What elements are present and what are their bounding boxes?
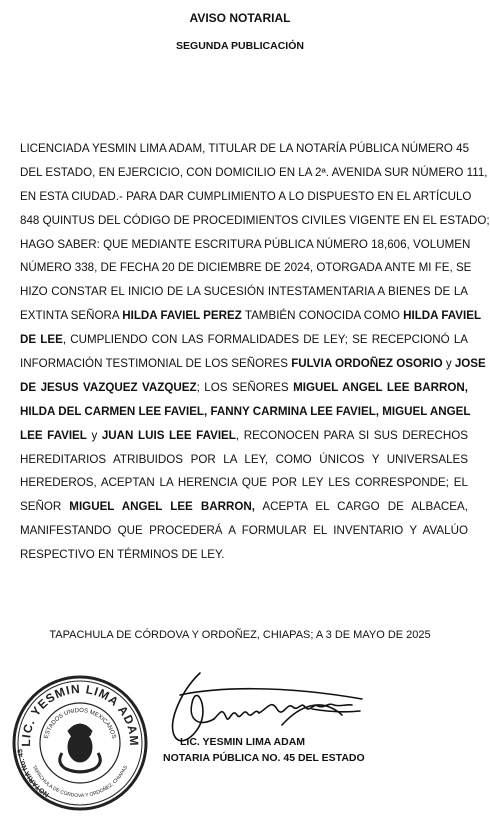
body-text: EXTINTA SEÑORA	[20, 309, 123, 323]
notice-body	[20, 137, 490, 567]
body-line	[20, 185, 472, 209]
body-text: ACEPTA EL CARGO DE ALBACEA,	[254, 500, 468, 514]
body-text: MANIFESTANDO QUE PROCEDERÁ A FORMULAR EL INVENTARIO Y AVALÚO	[20, 524, 468, 538]
body-line	[20, 256, 472, 280]
seal-inner-text: ESTADOS UNIDOS MEXICANOS	[43, 707, 117, 740]
body-text: y	[442, 357, 455, 371]
body-line	[20, 233, 471, 257]
bold-name-text: JOSE	[454, 357, 486, 371]
body-text: 848 QUINTUS DEL CÓDIGO DE PROCEDIMIENTOS CIVILES VIGENTE EN EL ESTADO;	[20, 213, 490, 227]
body-line	[20, 400, 471, 424]
body-line	[20, 328, 468, 352]
body-line	[20, 519, 468, 543]
body-line	[20, 280, 468, 304]
bold-name-text: MIGUEL ANGEL LEE BARRON,	[69, 500, 255, 514]
body-text: DEL ESTADO, EN EJERCICIO, CON DOMICILIO EN LA 2ª. AVENIDA SUR NÚMERO 111,	[20, 165, 488, 179]
body-line	[20, 424, 468, 448]
body-text: , CUMPLIENDO CON LAS FORMALIDADES DE LEY; SE RECEPCIONÓ LA	[62, 333, 468, 347]
body-text: HIZO CONSTAR EL INICIO DE LA SUCESIÓN INTESTAMENTARIA A BIENES DE LA	[20, 285, 468, 299]
body-text: y	[86, 428, 102, 442]
body-line	[20, 137, 468, 161]
body-line	[20, 161, 488, 185]
body-text: HEREDEROS, ACEPTAN LA HERENCIA QUE POR LEY LES CORRESPONDE; EL	[20, 476, 468, 490]
bold-name-text: DE JESUS VAZQUEZ VAZQUEZ	[20, 380, 197, 394]
body-line	[20, 495, 468, 519]
body-text: SEÑOR	[20, 500, 70, 514]
body-line	[20, 304, 482, 328]
bold-name-text: HILDA DEL CARMEN LEE FAVIEL, FANNY CARMINA LEE FAVIEL, MIGUEL ANGEL	[20, 404, 471, 418]
place-and-date: TAPACHULA DE CÓRDOVA Y ORDOÑEZ, CHIAPAS; A 3 DE MAYO DE 2025	[49, 629, 431, 641]
seal-left-text: NOTARIA No. 45	[17, 748, 51, 798]
body-text: INFORMACIÓN TESTIMONIAL DE LOS SEÑORES	[20, 357, 292, 371]
body-text: LICENCIADA YESMIN LIMA ADAM, TITULAR DE LA NOTARÍA PÚBLICA NÚMERO 45	[20, 142, 470, 155]
body-text: TAMBIÉN CONOCIDA COMO	[241, 309, 404, 323]
body-line	[20, 352, 486, 376]
body-line	[20, 471, 468, 495]
bold-name-text: LEE FAVIEL	[20, 428, 87, 442]
bold-name-text: DE LEE	[20, 333, 63, 347]
body-text: HEREDITARIOS ATRIBUIDOS POR LA LEY, COMO ÚNICOS Y UNIVERSALES	[20, 452, 468, 466]
signer-name: LIC. YESMIN LIMA ADAM	[180, 736, 306, 748]
bold-name-text: HILDA FAVIEL	[403, 309, 482, 323]
body-text: RESPECTIVO EN TÉRMINOS DE LEY.	[20, 548, 225, 562]
coat-of-arms-icon	[60, 724, 101, 772]
body-text: NÚMERO 338, DE FECHA 20 DE DICIEMBRE DE 2024, OTORGADA ANTE MI FE, SE	[20, 261, 472, 275]
body-text: ; LOS SEÑORES	[196, 380, 294, 394]
notary-seal	[10, 673, 150, 813]
bold-name-text: JUAN LUIS LEE FAVIEL	[101, 428, 236, 442]
notice-subtitle: SEGUNDA PUBLICACIÓN	[176, 40, 304, 52]
seal-outer-text: LIC. YESMIN LIMA ADAM	[18, 681, 142, 747]
notice-title: AVISO NOTARIAL	[189, 11, 291, 25]
body-line	[20, 209, 490, 233]
seal-bottom-text: TAPACHULA DE CORDOVA Y ORDOÑEZ, CHIAPAS	[30, 764, 130, 800]
body-line	[20, 448, 468, 472]
bold-name-text: FULVIA ORDOÑEZ OSORIO	[291, 357, 443, 371]
bold-name-text: MIGUEL ANGEL LEE BARRON,	[293, 380, 468, 394]
body-text: EN ESTA CIUDAD.- PARA DAR CUMPLIMIENTO A LO DISPUESTO EN EL ARTÍCULO	[20, 189, 472, 203]
body-text: HAGO SABER: QUE MEDIANTE ESCRITURA PÚBLICA NÚMERO 18,606, VOLUMEN	[20, 237, 471, 251]
body-line	[20, 543, 468, 567]
body-line	[20, 376, 468, 400]
body-text: , RECONOCEN PARA SI SUS DERECHOS	[235, 428, 468, 442]
signer-title: NOTARIA PÚBLICA NO. 45 DEL ESTADO	[163, 752, 365, 764]
bold-name-text: HILDA FAVIEL PEREZ	[122, 309, 242, 323]
